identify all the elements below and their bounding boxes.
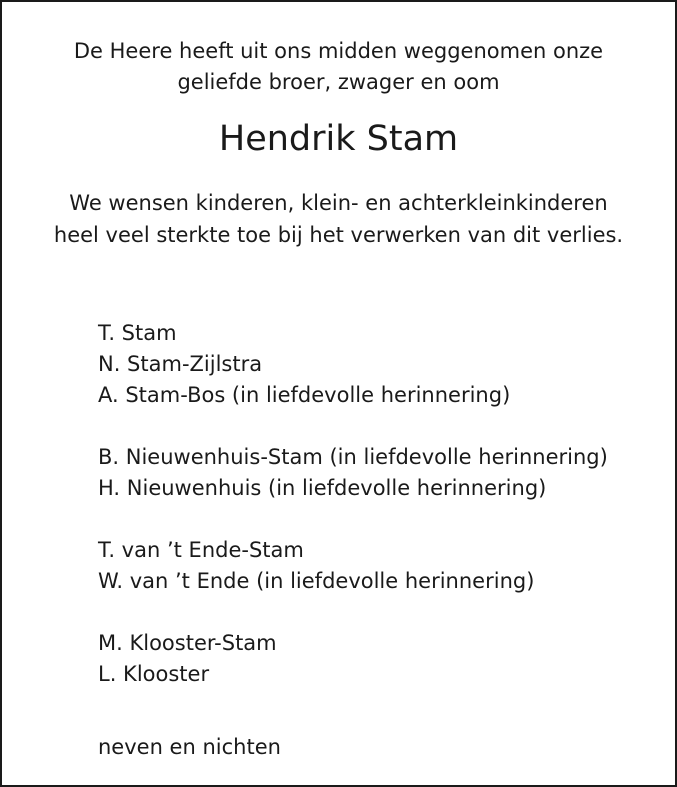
condolence-text <box>2 187 675 251</box>
intro-line: De Heere heeft uit ons midden weggenomen onze <box>73 39 604 63</box>
signer-group <box>98 628 608 690</box>
signer-name: M. Klooster-Stam <box>98 631 277 655</box>
signer-name: N. Stam-Zijlstra <box>98 352 263 376</box>
condolence-line: heel veel sterkte toe bij het verwerken van dit verlies. <box>53 223 624 247</box>
signer-name: A. Stam-Bos (in liefdevolle herinnering) <box>98 383 511 407</box>
signer-name: T. van ’t Ende-Stam <box>98 538 304 562</box>
intro-line: geliefde broer, zwager en oom <box>177 70 500 94</box>
intro-text <box>2 36 675 98</box>
signers-list <box>98 318 608 721</box>
closing-text: neven en nichten <box>98 735 281 759</box>
signer-group <box>98 318 608 411</box>
deceased-name: Hendrik Stam <box>218 119 459 159</box>
signer-name: W. van ’t Ende (in liefdevolle herinnering) <box>98 569 535 593</box>
signer-name: H. Nieuwenhuis (in liefdevolle herinnering) <box>98 476 547 500</box>
signer-group <box>98 535 608 597</box>
signer-name: L. Klooster <box>98 662 210 686</box>
signer-name: T. Stam <box>98 321 177 345</box>
signer-group <box>98 442 608 504</box>
condolence-line: We wensen kinderen, klein- en achterkleinkinderen <box>69 191 608 215</box>
signer-name: B. Nieuwenhuis-Stam (in liefdevolle herinnering) <box>98 445 608 469</box>
